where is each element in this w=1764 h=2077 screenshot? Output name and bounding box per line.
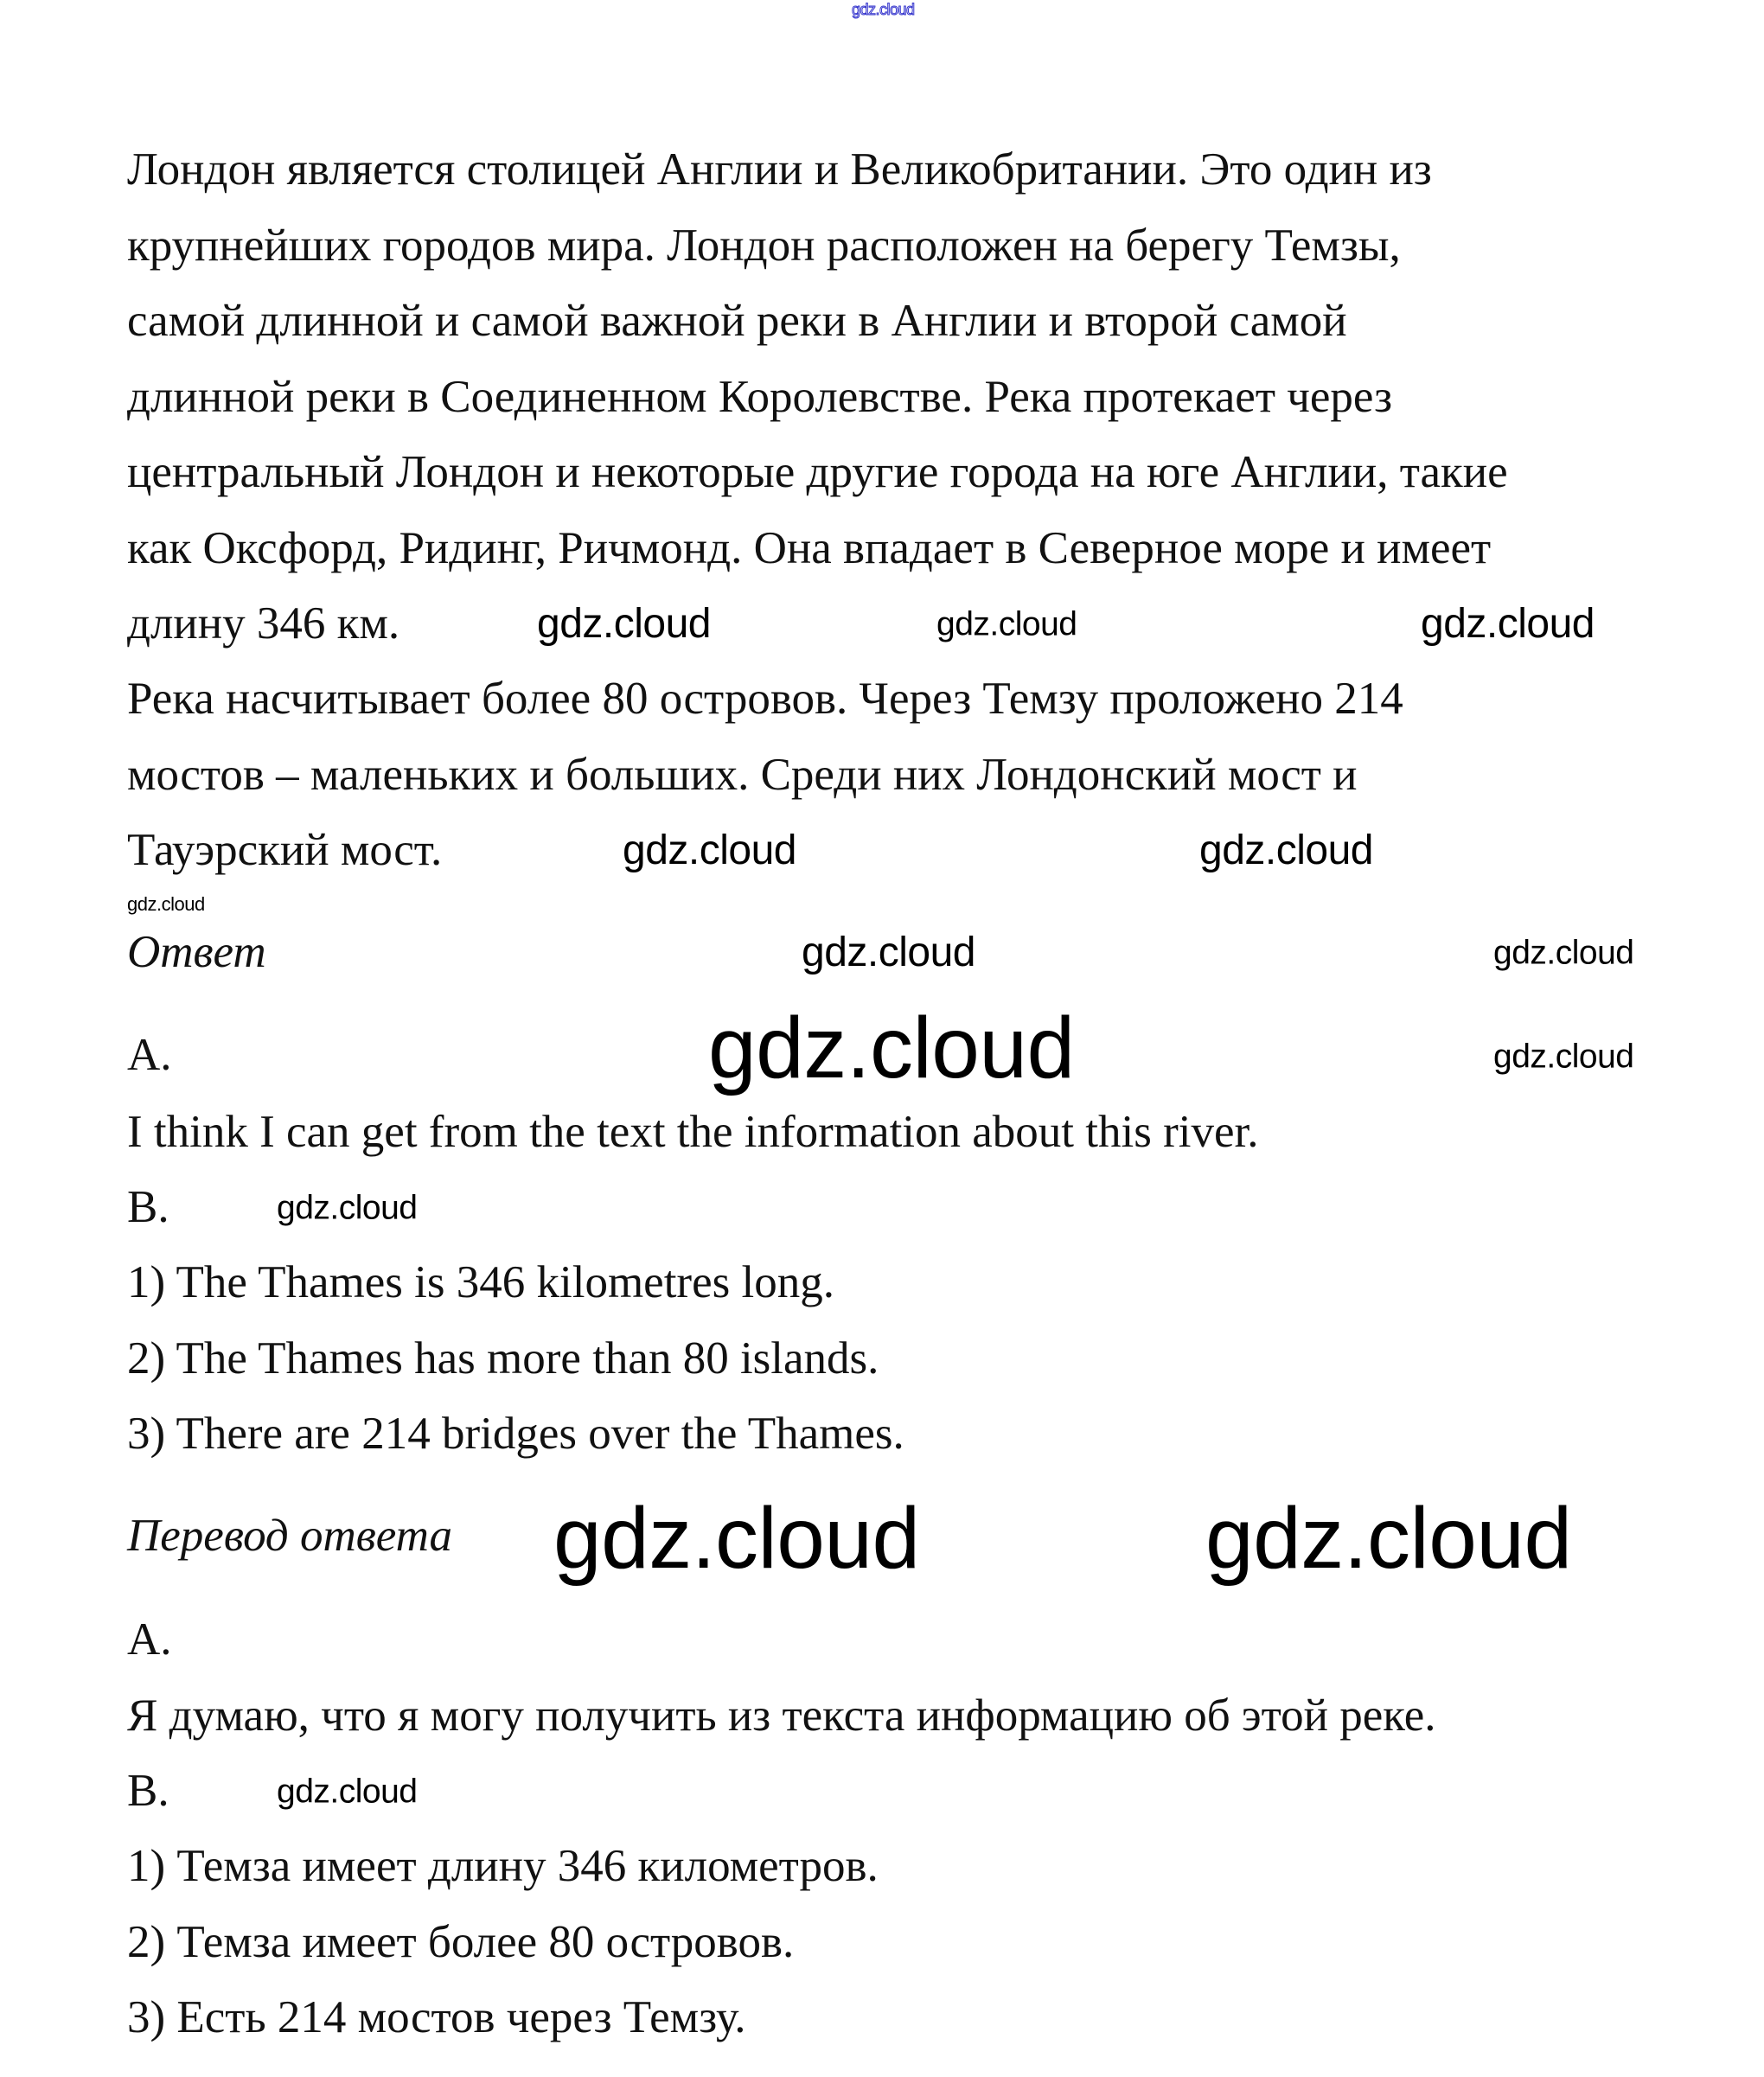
watermark: gdz.cloud (277, 1773, 418, 1811)
answer-line: A. (127, 1029, 172, 1080)
translation-heading: Перевод ответа (127, 1510, 453, 1561)
watermark: gdz.cloud (1493, 934, 1634, 972)
watermark: gdz.cloud (708, 1000, 1075, 1096)
watermark: gdz.cloud (1199, 828, 1373, 873)
text-line: Лондон является столицей Англии и Великобритании. Это один из (127, 144, 1432, 195)
text-line: Река насчитывает более 80 островов. Через Темзу проложено 214 (127, 673, 1403, 724)
answer-line: 2) The Thames has more than 80 islands. (127, 1332, 879, 1384)
translation-line: B. (127, 1765, 169, 1816)
watermark: gdz.cloud (537, 601, 711, 647)
text-line: крупнейших городов мира. Лондон расположен на берегу Темзы, (127, 220, 1401, 271)
answer-line: I think I can get from the text the information about this river. (127, 1106, 1259, 1157)
watermark: gdz.cloud (553, 1490, 920, 1587)
watermark: gdz.cloud (802, 930, 975, 975)
watermark: gdz.cloud (936, 605, 1077, 643)
translation-line: 2) Темза имеет более 80 островов. (127, 1916, 795, 1967)
header-watermark: gdz.cloud (852, 1, 915, 18)
text-line: Тауэрский мост. (127, 824, 443, 875)
translation-line: 1) Темза имеет длину 346 километров. (127, 1840, 879, 1891)
watermark: gdz.cloud (277, 1189, 418, 1227)
watermark: gdz.cloud (1493, 1038, 1634, 1076)
translation-line: 3) Есть 214 мостов через Темзу. (127, 1991, 746, 2042)
answer-heading: Ответ (127, 926, 266, 977)
text-line: длинной реки в Соединенном Королевстве. Река протекает через (127, 371, 1393, 422)
answer-line: 3) There are 214 bridges over the Thames. (127, 1408, 904, 1459)
answer-line: 1) The Thames is 346 kilometres long. (127, 1256, 834, 1307)
translation-line: Я думаю, что я могу получить из текста информацию об этой реке. (127, 1690, 1436, 1741)
answer-line: B. (127, 1181, 169, 1232)
watermark: gdz.cloud (1205, 1490, 1572, 1587)
text-line: центральный Лондон и некоторые другие города на юге Англии, такие (127, 446, 1508, 497)
text-line: самой длинной и самой важной реки в Англии и второй самой (127, 295, 1347, 346)
text-line: длину 346 км. (127, 598, 400, 649)
text-line: мостов – маленьких и больших. Среди них Лондонский мост и (127, 749, 1358, 800)
translation-line: A. (127, 1614, 172, 1665)
watermark: gdz.cloud (623, 828, 796, 873)
text-line: как Оксфорд, Ридинг, Ричмонд. Она впадает в Северное море и имеет (127, 522, 1492, 573)
watermark: gdz.cloud (1421, 601, 1595, 647)
watermark: gdz.cloud (127, 893, 205, 915)
